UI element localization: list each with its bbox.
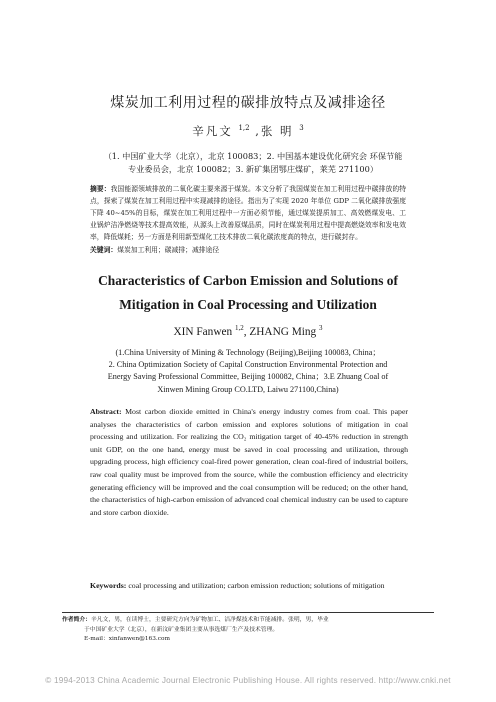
english-keywords-text: coal processing and utilization; carbon emission reduction; solutions of mitigation bbox=[126, 581, 385, 590]
english-affiliations bbox=[86, 347, 410, 396]
footnote-email: E-mail：xinfanwen@163.com bbox=[84, 636, 171, 643]
english-affil-line: (1.China University of Mining & Technology (Beijing),Beijing 100083, China； bbox=[115, 348, 381, 357]
english-affil-line: Xinwen Mining Group CO.LTD, Laiwu 271100,China) bbox=[157, 384, 339, 394]
chinese-affil-line: 专业委员会，北京 100082；3. 新矿集团鄂庄煤矿，莱芜 271100） bbox=[127, 163, 379, 174]
english-title-line: Characteristics of Carbon Emission and Solutions of bbox=[98, 273, 398, 288]
chinese-affiliations bbox=[88, 150, 418, 175]
chinese-author-2: ,张 明 bbox=[249, 124, 300, 138]
english-abstract-label: Abstract: bbox=[90, 407, 122, 416]
chinese-title: 煤炭加工利用过程的碳排放特点及减排途径 bbox=[110, 95, 386, 111]
english-author-1-affil-mark: 1,2 bbox=[234, 324, 244, 332]
chinese-abstract-text: 我国能源领域排放的二氧化碳主要来源于煤炭。本文分析了我国煤炭在加工利用过程中碳排放的特点，探索了煤炭在加工利用过程中实现减排的途径。指出为了实现 2020 年单位 GDP 二氧化碳排放强度下降 40~45%的目标，煤炭在加工利用过程中一方面必须节能，通过煤炭提质加工、高效燃煤发电、工业锅炉洁净燃烧等技术提高效能，从源头上改善原煤品质，同时在煤炭利用过程中提高燃烧效率和发电效率，降低煤耗；另一方面是利用新型煤化工技术排放二氧化碳浓度高的特点，进行碳封存。 bbox=[90, 185, 407, 241]
english-abstract bbox=[90, 406, 408, 519]
chinese-author-2-affil-mark: 3 bbox=[299, 124, 304, 133]
english-author-2: , ZHANG Ming bbox=[243, 325, 320, 338]
footnote-divider bbox=[62, 612, 434, 613]
chinese-keywords-label: 关键词： bbox=[90, 246, 118, 254]
footnote-line: 辛凡文，男，在读博士，主要研究方向为矿物加工、洁净煤技术和节能减排。张明，男，毕业 bbox=[91, 617, 329, 623]
footnote-label: 作者简介： bbox=[62, 617, 91, 623]
english-authors bbox=[0, 324, 496, 338]
chinese-abstract bbox=[90, 183, 406, 243]
english-title bbox=[60, 269, 436, 317]
chinese-abstract-label: 摘要： bbox=[90, 185, 111, 193]
english-author-2-affil-mark: 3 bbox=[319, 324, 323, 332]
english-affil-line: Energy Saving Professional Committee, Beijing 100082, China；3.E Zhuang Coal of bbox=[107, 372, 389, 382]
chinese-affil-line: （1. 中国矿业大学（北京），北京 100083；2. 中国基本建设优化研究会 环保节能 bbox=[103, 151, 403, 161]
english-affil-line: 2. China Optimization Society of Capital Construction Environmental Protection and bbox=[108, 360, 388, 370]
chinese-author-1-affil-mark: 1,2 bbox=[238, 124, 250, 133]
footnote-line: 于中国矿业大学（北京），在新汶矿业集团主要从事选煤厂生产及技术管理。 bbox=[84, 626, 279, 633]
english-title-line: Mitigation in Coal Processing and Utilization bbox=[119, 297, 377, 312]
chinese-authors bbox=[0, 123, 496, 139]
english-author-1: XIN Fanwen bbox=[173, 325, 235, 338]
copyright-notice: © 1994-2013 China Academic Journal Electronic Publishing House. All rights reserved. http://www.cnki.net bbox=[45, 676, 451, 685]
english-keywords bbox=[90, 580, 408, 593]
author-footnote bbox=[62, 616, 434, 645]
chinese-keywords-text: 煤炭加工利用；碳减排；减排途径 bbox=[117, 246, 220, 254]
english-keywords-label: Keywords: bbox=[90, 581, 127, 590]
chinese-keywords bbox=[90, 244, 406, 254]
chinese-author-1: 辛凡文 bbox=[192, 124, 239, 138]
english-abstract-text: Most carbon dioxide emitted in China's energy industry comes from coal. This paper analyses the characteristics of carbon emission and explores solutions of mitigation in coal processing and utilization. For realizing the CO₂ mitigation target of 40-45% reduction in strength unit GDP, on the one hand, energy must be saved in coal processing and utilization, through upgrading process, high efficiency coal-fired power generation, clean coal-fired of industrial boilers, raw coal quality must be improved from the source, while the combustion efficiency and electricity generating efficiency will be improved and the coal consumption will be reduced; on the other hand, the characteristics of high-carbon emission of advanced coal chemical industry can be used to capture and store carbon dioxide. bbox=[90, 407, 408, 517]
